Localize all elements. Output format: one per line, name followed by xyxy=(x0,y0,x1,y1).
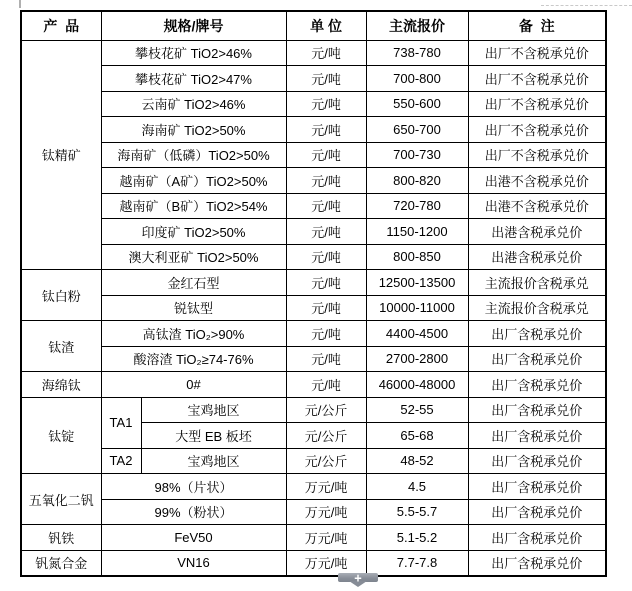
unit-cell: 元/公斤 xyxy=(286,448,366,474)
spec-cell: 越南矿（B矿）TiO2>54% xyxy=(101,193,286,219)
spec-cell: 酸溶渣 TiO₂≥74-76% xyxy=(101,346,286,372)
table-row xyxy=(21,321,606,347)
product-group-cell: 海绵钛 xyxy=(21,372,101,398)
unit-cell: 万元/吨 xyxy=(286,550,366,576)
unit-cell: 万元/吨 xyxy=(286,499,366,525)
table-row xyxy=(21,193,606,219)
table-row xyxy=(21,474,606,500)
note-cell: 出厂不含税承兑价 xyxy=(468,142,606,168)
spec-cell: 澳大利亚矿 TiO2>50% xyxy=(101,244,286,270)
unit-cell: 元/吨 xyxy=(286,270,366,296)
unit-cell: 元/公斤 xyxy=(286,397,366,423)
spec-cell: 攀枝花矿 TiO2>46% xyxy=(101,40,286,66)
page-margin-dashed-line xyxy=(541,5,632,6)
price-table xyxy=(20,10,607,577)
table-row xyxy=(21,219,606,245)
col-header-price: 主流报价 xyxy=(366,11,468,40)
product-group-cell: 钒铁 xyxy=(21,525,101,551)
unit-cell: 元/吨 xyxy=(286,40,366,66)
table-row xyxy=(21,550,606,576)
table-row xyxy=(21,168,606,194)
unit-cell: 元/吨 xyxy=(286,117,366,143)
product-group-cell: 钛锭 xyxy=(21,397,101,474)
note-cell: 出港含税承兑价 xyxy=(468,219,606,245)
note-cell: 出厂含税承兑价 xyxy=(468,321,606,347)
table-row xyxy=(21,117,606,143)
spec-cell: 大型 EB 板坯 xyxy=(141,423,286,449)
spec-cell: 高钛渣 TiO₂>90% xyxy=(101,321,286,347)
unit-cell: 元/吨 xyxy=(286,168,366,194)
spec-cell: 99%（粉状） xyxy=(101,499,286,525)
price-cell: 4.5 xyxy=(366,474,468,500)
unit-cell: 元/吨 xyxy=(286,372,366,398)
spec-cell: 金红石型 xyxy=(101,270,286,296)
price-cell: 46000-48000 xyxy=(366,372,468,398)
note-cell: 出厂含税承兑价 xyxy=(468,346,606,372)
spec-cell: 攀枝花矿 TiO2>47% xyxy=(101,66,286,92)
note-cell: 出厂含税承兑价 xyxy=(468,372,606,398)
ta-grade-cell: TA1 xyxy=(101,397,141,448)
price-cell: 700-800 xyxy=(366,66,468,92)
table-header-row xyxy=(21,11,606,40)
price-cell: 5.5-5.7 xyxy=(366,499,468,525)
table-row xyxy=(21,346,606,372)
spec-cell: 锐钛型 xyxy=(101,295,286,321)
price-cell: 10000-11000 xyxy=(366,295,468,321)
price-cell: 800-820 xyxy=(366,168,468,194)
table-row xyxy=(21,142,606,168)
spec-cell: 0# xyxy=(101,372,286,398)
ta-grade-cell: TA2 xyxy=(101,448,141,474)
price-cell: 52-55 xyxy=(366,397,468,423)
col-header-spec: 规格/牌号 xyxy=(101,11,286,40)
spec-cell: 宝鸡地区 xyxy=(141,448,286,474)
table-row xyxy=(21,244,606,270)
table-row xyxy=(21,40,606,66)
spec-cell: 印度矿 TiO2>50% xyxy=(101,219,286,245)
note-cell: 主流报价含税承兑 xyxy=(468,295,606,321)
note-cell: 出厂不含税承兑价 xyxy=(468,117,606,143)
note-cell: 主流报价含税承兑 xyxy=(468,270,606,296)
table-body xyxy=(21,40,606,576)
unit-cell: 元/吨 xyxy=(286,142,366,168)
price-cell: 4400-4500 xyxy=(366,321,468,347)
note-cell: 出厂含税承兑价 xyxy=(468,499,606,525)
price-cell: 5.1-5.2 xyxy=(366,525,468,551)
table-row xyxy=(21,91,606,117)
note-cell: 出厂含税承兑价 xyxy=(468,474,606,500)
col-header-product: 产 品 xyxy=(21,11,101,40)
spec-cell: 海南矿 TiO2>50% xyxy=(101,117,286,143)
product-group-cell: 钛精矿 xyxy=(21,40,101,270)
note-cell: 出港不含税承兑价 xyxy=(468,193,606,219)
note-cell: 出厂不含税承兑价 xyxy=(468,40,606,66)
price-cell: 800-850 xyxy=(366,244,468,270)
table-row xyxy=(21,525,606,551)
note-cell: 出港含税承兑价 xyxy=(468,244,606,270)
price-cell: 650-700 xyxy=(366,117,468,143)
unit-cell: 万元/吨 xyxy=(286,474,366,500)
spec-cell: 越南矿（A矿）TiO2>50% xyxy=(101,168,286,194)
unit-cell: 元/公斤 xyxy=(286,423,366,449)
unit-cell: 元/吨 xyxy=(286,295,366,321)
note-cell: 出厂含税承兑价 xyxy=(468,448,606,474)
product-group-cell: 钛渣 xyxy=(21,321,101,372)
unit-cell: 元/吨 xyxy=(286,91,366,117)
note-cell: 出厂不含税承兑价 xyxy=(468,66,606,92)
spec-cell: 宝鸡地区 xyxy=(141,397,286,423)
spec-cell: VN16 xyxy=(101,550,286,576)
table-row xyxy=(21,295,606,321)
spec-cell: 海南矿（低磷）TiO2>50% xyxy=(101,142,286,168)
caret-mark xyxy=(19,0,21,8)
price-cell: 550-600 xyxy=(366,91,468,117)
price-cell: 700-730 xyxy=(366,142,468,168)
table-row xyxy=(21,66,606,92)
col-header-note: 备 注 xyxy=(468,11,606,40)
price-cell: 12500-13500 xyxy=(366,270,468,296)
table-row xyxy=(21,270,606,296)
note-cell: 出厂含税承兑价 xyxy=(468,550,606,576)
unit-cell: 元/吨 xyxy=(286,321,366,347)
price-cell: 7.7-7.8 xyxy=(366,550,468,576)
table-row xyxy=(21,372,606,398)
note-cell: 出港不含税承兑价 xyxy=(468,168,606,194)
note-cell: 出厂不含税承兑价 xyxy=(468,91,606,117)
note-cell: 出厂含税承兑价 xyxy=(468,423,606,449)
table-row xyxy=(21,448,606,474)
spec-cell: FeV50 xyxy=(101,525,286,551)
price-cell: 65-68 xyxy=(366,423,468,449)
price-cell: 738-780 xyxy=(366,40,468,66)
unit-cell: 元/吨 xyxy=(286,346,366,372)
unit-cell: 万元/吨 xyxy=(286,525,366,551)
add-row-button[interactable] xyxy=(338,573,378,589)
table-row xyxy=(21,499,606,525)
product-group-cell: 钒氮合金 xyxy=(21,550,101,576)
price-cell: 1150-1200 xyxy=(366,219,468,245)
price-cell: 720-780 xyxy=(366,193,468,219)
unit-cell: 元/吨 xyxy=(286,66,366,92)
price-cell: 2700-2800 xyxy=(366,346,468,372)
col-header-unit: 单 位 xyxy=(286,11,366,40)
spec-cell: 云南矿 TiO2>46% xyxy=(101,91,286,117)
unit-cell: 元/吨 xyxy=(286,244,366,270)
note-cell: 出厂含税承兑价 xyxy=(468,525,606,551)
spec-cell: 98%（片状） xyxy=(101,474,286,500)
price-cell: 48-52 xyxy=(366,448,468,474)
unit-cell: 元/吨 xyxy=(286,193,366,219)
table-row xyxy=(21,397,606,423)
product-group-cell: 五氧化二钒 xyxy=(21,474,101,525)
product-group-cell: 钛白粉 xyxy=(21,270,101,321)
unit-cell: 元/吨 xyxy=(286,219,366,245)
note-cell: 出厂含税承兑价 xyxy=(468,397,606,423)
plus-icon: + xyxy=(354,571,362,585)
